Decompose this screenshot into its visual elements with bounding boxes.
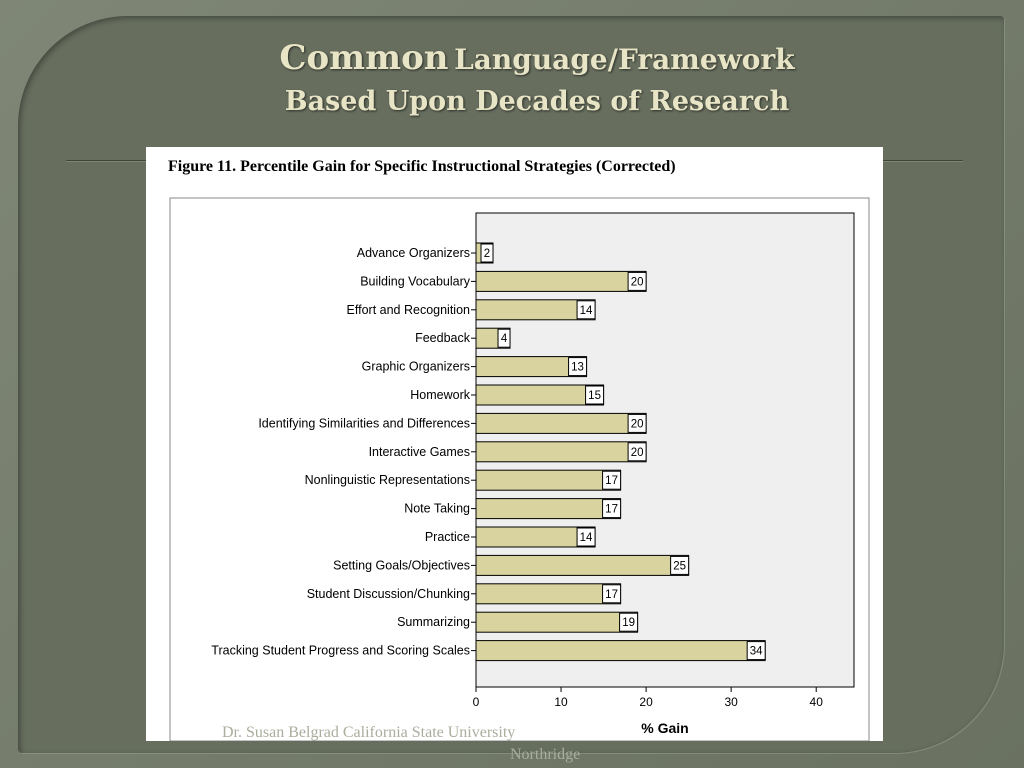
bar <box>476 470 621 490</box>
data-label: 20 <box>630 446 644 459</box>
category-label: Identifying Similarities and Differences <box>258 416 470 431</box>
category-label: Practice <box>424 530 470 544</box>
title-rest: Language/Framework <box>454 43 795 76</box>
bar <box>476 271 646 291</box>
category-label: Advance Organizers <box>356 246 470 260</box>
title-word-common: Common <box>279 38 449 78</box>
category-label: Building Vocabulary <box>360 274 470 289</box>
x-tick-label: 30 <box>724 695 738 709</box>
data-label: 4 <box>500 333 508 346</box>
data-label: 17 <box>605 503 618 516</box>
chart-title: Figure 11. Percentile Gain for Specific Instructional Strategies (Corrected) <box>168 158 676 175</box>
category-label: Nonlinguistic Representations <box>304 473 470 488</box>
data-label: 14 <box>579 532 593 544</box>
x-tick-label: 0 <box>472 695 480 709</box>
bar <box>476 584 621 604</box>
footer-location: Northridge <box>510 746 581 763</box>
category-label: Effort and Recognition <box>346 302 470 317</box>
footer-author: Dr. Susan Belgrad California State University <box>222 724 516 741</box>
category-label: Summarizing <box>397 615 470 630</box>
bar <box>476 499 621 519</box>
chart-figure <box>146 147 883 741</box>
bar <box>476 641 765 661</box>
data-label: 25 <box>673 560 687 573</box>
data-label: 14 <box>579 304 593 317</box>
x-axis-label: % Gain <box>641 720 689 736</box>
data-label: 15 <box>588 390 601 402</box>
data-label: 19 <box>622 617 635 630</box>
slide-title <box>0 38 1024 78</box>
category-label: Graphic Organizers <box>361 359 470 374</box>
data-label: 20 <box>630 418 644 431</box>
bar <box>476 413 646 433</box>
data-label: 20 <box>630 276 644 289</box>
data-label: 2 <box>483 248 491 260</box>
category-label: Setting Goals/Objectives <box>333 558 470 573</box>
category-label: Feedback <box>415 331 470 346</box>
category-label: Homework <box>410 388 470 402</box>
category-label: Student Discussion/Chunking <box>306 586 470 601</box>
bar <box>476 385 604 405</box>
data-label: 17 <box>605 475 618 488</box>
x-tick-label: 40 <box>809 695 823 709</box>
x-tick-label: 10 <box>554 695 568 709</box>
bar-chart <box>146 147 883 741</box>
category-label: Interactive Games <box>368 444 470 459</box>
x-tick-label: 20 <box>639 695 653 709</box>
bar <box>476 612 638 632</box>
slide-subtitle: Based Upon Decades of Research <box>284 86 790 117</box>
bar <box>476 442 646 462</box>
data-label: 34 <box>749 645 763 658</box>
data-label: 13 <box>571 361 584 374</box>
category-label: Tracking Student Progress and Scoring Scales <box>211 643 470 658</box>
category-label: Note Taking <box>404 501 470 516</box>
data-label: 17 <box>605 588 618 601</box>
bar <box>476 555 689 575</box>
